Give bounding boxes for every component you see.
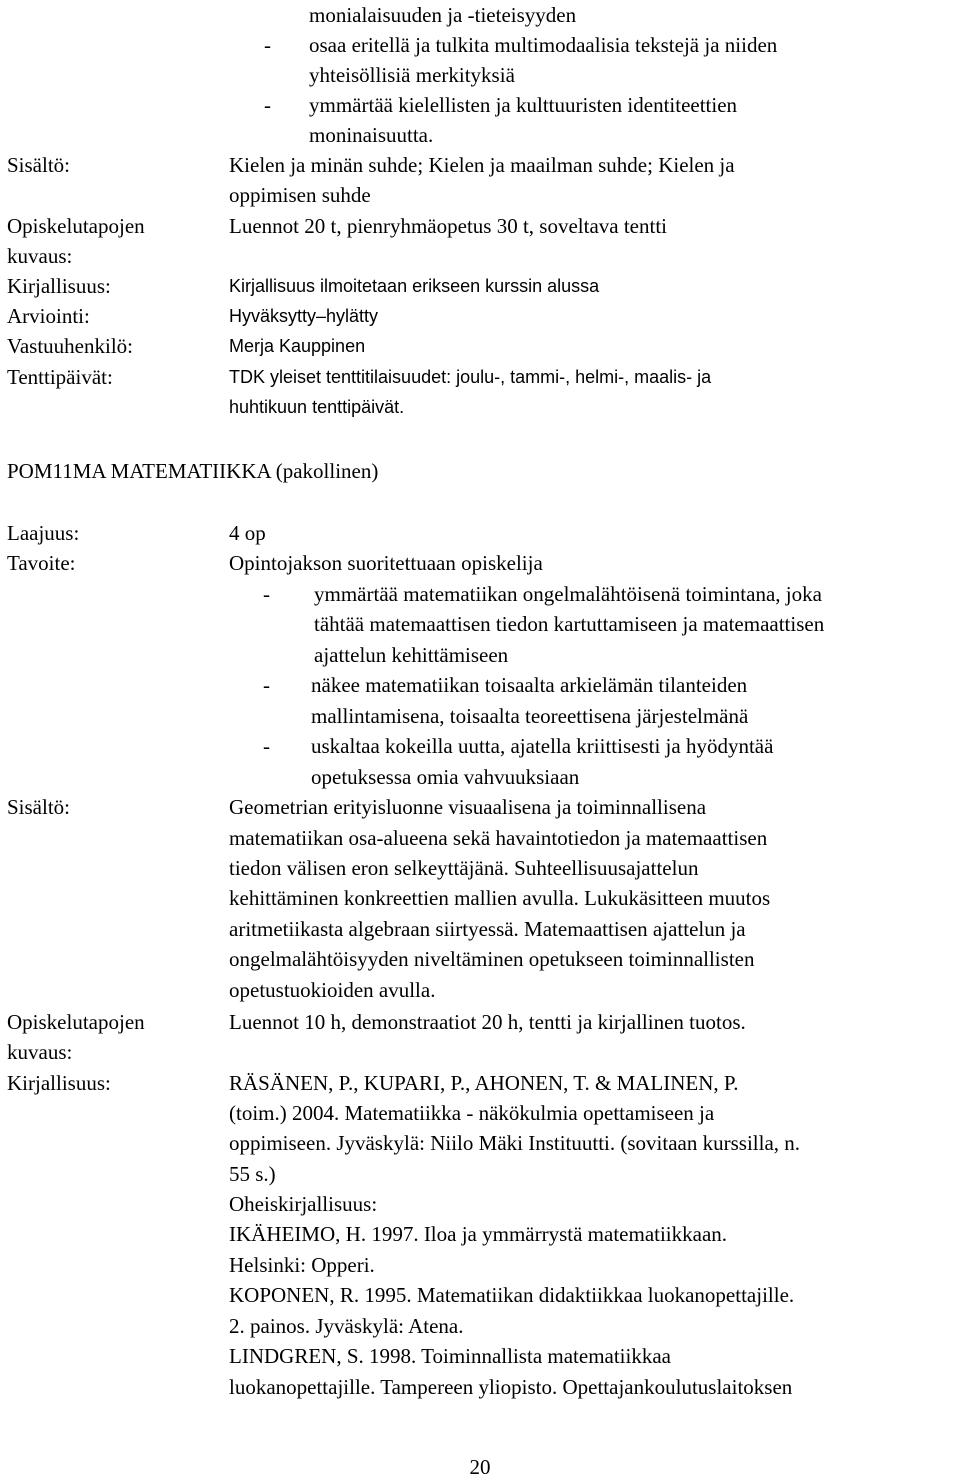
bullet-dash: - [263,673,270,697]
value-sisalto: ongelmalähtöisyyden niveltäminen opetukseen toiminnallisten [229,947,755,971]
bullet-text: osaa eritellä ja tulkita multimodaalisia tekstejä ja niiden [309,33,778,57]
reference-line: KOPONEN, R. 1995. Matematiikan didaktiikkaa luokanopettajille. [229,1283,795,1307]
bullet-text: yhteisöllisiä merkityksiä [309,63,515,87]
value-sisalto: Geometrian erityisluonne visuaalisena ja toiminnallisena [229,795,707,819]
bullet-text: mallintamisena, toisaalta teoreettisena järjestelmänä [311,704,749,728]
oheiskirjallisuus-label: Oheiskirjallisuus: [229,1192,378,1216]
bullet-dash: - [264,33,271,57]
label-tavoite: Tavoite: [7,551,76,575]
value-sisalto: oppimisen suhde [229,183,371,207]
value-sisalto: matematiikan osa-alueena sekä havaintotiedon ja matemaattisen [229,826,768,850]
bullet-text: tähtää matemaattisen tiedon kartuttamiseen ja matemaattisen [314,612,825,636]
reference-line: 55 s.) [229,1162,276,1186]
label-kuvaus: kuvaus: [7,1040,73,1064]
reference-line: 2. painos. Jyväskylä: Atena. [229,1314,464,1338]
bullet-text: opetuksessa omia vahvuuksiaan [311,765,580,789]
reference-line: RÄSÄNEN, P., KUPARI, P., AHONEN, T. & MALINEN, P. [229,1071,739,1095]
bullet-dash: - [264,93,271,117]
page-number: 20 [469,1455,491,1479]
bullet-text: ymmärtää kielellisten ja kulttuuristen identiteettien [309,93,738,117]
value-tenttipaivat: huhtikuun tenttipäivät. [229,397,405,417]
reference-line: oppimiseen. Jyväskylä: Niilo Mäki Instituutti. (sovitaan kurssilla, n. [229,1131,801,1155]
value-sisalto: Kielen ja minän suhde; Kielen ja maailman suhde; Kielen ja [229,153,735,177]
value-sisalto: opetustuokioiden avulla. [229,978,436,1002]
value-sisalto: aritmetiikasta algebraan siirtyessä. Matemaattisen ajattelun ja [229,917,746,941]
reference-line: Helsinki: Opperi. [229,1253,375,1277]
bullet-dash: - [263,734,270,758]
value-tenttipaivat: TDK yleiset tenttitilaisuudet: joulu-, tammi-, helmi-, maalis- ja [229,367,712,387]
label-sisalto: Sisältö: [7,153,71,177]
bullet-text: moninaisuutta. [309,123,434,147]
value-opiskelutapojen: Luennot 10 h, demonstraatiot 20 h, tentti ja kirjallinen tuotos. [229,1010,746,1034]
reference-line: luokanopettajille. Tampereen yliopisto. Opettajankoulutuslaitoksen [229,1375,793,1399]
value-kirjallisuus: Kirjallisuus ilmoitetaan erikseen kurssin alussa [229,276,600,296]
bullet-text: ajattelun kehittämiseen [314,643,509,667]
label-kirjallisuus: Kirjallisuus: [7,274,111,298]
value-tavoite-intro: Opintojakson suoritettuaan opiskelija [229,551,543,575]
value-vastuuhenkilo: Merja Kauppinen [229,336,366,356]
course-heading: POM11MA MATEMATIIKKA (pakollinen) [7,459,379,483]
reference-line: IKÄHEIMO, H. 1997. Iloa ja ymmärrystä matematiikkaan. [229,1222,728,1246]
label-opiskelutapojen: Opiskelutapojen [7,214,145,238]
label-vastuuhenkilo: Vastuuhenkilö: [7,334,133,358]
reference-line: (toim.) 2004. Matematiikka - näkökulmia opettamiseen ja [229,1101,715,1125]
bullet-dash: - [263,582,270,606]
reference-line: LINDGREN, S. 1998. Toiminnallista matematiikkaa [229,1344,671,1368]
bullet-text: uskaltaa kokeilla uutta, ajatella kriittisesti ja hyödyntää [311,734,774,758]
label-laajuus: Laajuus: [7,521,80,545]
label-kuvaus: kuvaus: [7,244,73,268]
label-tenttipaivat: Tenttipäivät: [7,365,113,389]
value-laajuus: 4 op [229,521,266,545]
label-kirjallisuus: Kirjallisuus: [7,1071,111,1095]
label-sisalto: Sisältö: [7,795,71,819]
bullet-text: ymmärtää matematiikan ongelmalähtöisenä toimintana, joka [314,582,822,606]
objective-continuation: monialaisuuden ja -tieteisyyden [309,3,577,27]
label-arviointi: Arviointi: [7,304,90,328]
value-opiskelutapojen: Luennot 20 t, pienryhmäopetus 30 t, soveltava tentti [229,214,667,238]
value-sisalto: tiedon välisen eron selkeyttäjänä. Suhteellisuusajattelun [229,856,699,880]
value-arviointi: Hyväksytty–hylätty [229,306,379,326]
label-opiskelutapojen: Opiskelutapojen [7,1010,145,1034]
value-sisalto: kehittäminen konkreettien mallien avulla. Lukukäsitteen muutos [229,886,771,910]
bullet-text: näkee matematiikan toisaalta arkielämän tilanteiden [311,673,748,697]
